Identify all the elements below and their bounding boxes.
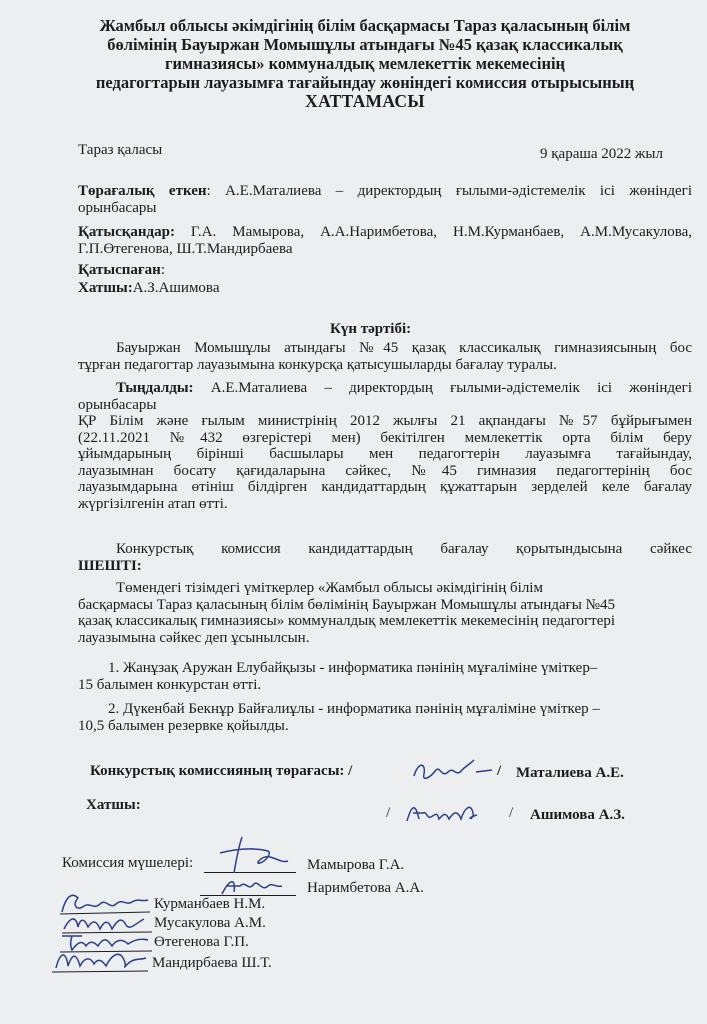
- chair-text-2: орынбасары: [78, 199, 157, 216]
- title-line-5: ХАТТАМАСЫ: [305, 91, 425, 111]
- heard-body-3: ұйымдарының бірінші басшылары мен педагогтерін лауазымға тағайындау,: [78, 446, 692, 462]
- participants-text: Г.А. Мамырова, А.А.Наримбетова, Н.М.Курманбаев, А.М.Мусакулова,: [174, 224, 692, 240]
- members-label: Комиссия мүшелері:: [62, 855, 194, 871]
- document-title: [60, 16, 670, 111]
- chair-text: : А.Е.Маталиева – директордың ғылыми-әдістемелік ісі жөніндегі: [206, 183, 692, 199]
- agenda-block: [78, 340, 692, 373]
- heard-body-1: ҚР Білім және ғылым министрінің 2012 жылғы 21 ақпандағы №57 бұйрығымен: [78, 413, 692, 429]
- participants-text-2: Г.П.Өтегенова, Ш.Т.Мандирбаева: [78, 240, 293, 257]
- member-name-1: Мамырова Г.А.: [307, 857, 405, 873]
- member-name-3: Курманбаев Н.М.: [154, 896, 266, 912]
- heard-label: Тыңдалды:: [116, 380, 194, 396]
- candidate-2: [78, 701, 692, 734]
- member-2-handwritten-signature: [218, 874, 288, 898]
- chair-signature-label: Конкурстық комиссияның төрағасы: /: [90, 763, 353, 779]
- title-line-2: бөлімінің Бауыржан Момышұлы атындағы №45 қазақ классикалық: [107, 35, 623, 54]
- resolution-line-3: қазақ классикалық гимназиясы» коммуналдық мемлекеттік мекемесінің педагогтері: [78, 613, 616, 629]
- heard-body-6: жүргізілгенін атап өтті.: [78, 495, 228, 512]
- heard-line-1: А.Е.Маталиева – директордың ғылыми-әдістемелік ісі жөніндегі: [193, 380, 692, 396]
- title-line-3: гимназиясы» коммуналдық мемлекеттік мекемесінің: [164, 54, 566, 73]
- chair-block: [78, 183, 692, 216]
- heard-body-4: лауазымнан босату қағидаларына сәйкес, №45 гимназия педагогтерінің бос: [78, 462, 692, 479]
- absent-block: [78, 262, 165, 279]
- title-line-1: Жамбыл облысы әкімдігінің білім басқармасы Тараз қаласының білім: [99, 16, 631, 35]
- chair-label: Төрағалық еткен: [78, 183, 207, 199]
- candidate-1-line-1: 1. Жанұзақ Аружан Елубайқызы - информатика пәнінің мұғаліміне үміткер–: [108, 660, 598, 676]
- member-name-2: Наримбетова А.А.: [307, 880, 424, 896]
- member-name-5: Өтегенова Г.П.: [154, 934, 249, 950]
- secretary-slash-1: /: [386, 805, 391, 821]
- candidate-2-line-2: 10,5 балымен резервке қойылды.: [78, 717, 289, 734]
- member-6-handwritten-signature: [50, 946, 150, 974]
- date: 9 қараша 2022 жыл: [540, 146, 663, 162]
- absent-label: Қатыспаған: [78, 262, 161, 278]
- chair-slash: /: [497, 763, 502, 779]
- candidate-2-line-1: 2. Дүкенбай Бекнұр Байғалиұлы - информатика пәнінің мұғаліміне үміткер –: [108, 701, 600, 717]
- secretary-signature-label: Хатшы:: [86, 797, 141, 813]
- secretary-slash-2: /: [509, 805, 514, 821]
- heard-body-2: (22.11.2021 №432 өзгерістері мен) бекітілген мемлекеттік орта білім беру: [78, 429, 692, 446]
- secretary-handwritten-signature: [403, 797, 488, 827]
- member-name-4: Мусакулова А.М.: [154, 915, 266, 931]
- heard-body-5: лауазымдарына өтініш білдірген кандидаттардың құжаттарын зерделей келе бағалау: [78, 479, 692, 495]
- resolution-line-4: лауазымына сәйкес деп ұсынылсын.: [78, 629, 310, 646]
- secretary-label: Хатшы:: [78, 280, 133, 296]
- secretary-block: [78, 280, 219, 297]
- participants-block: [78, 224, 692, 257]
- resolution-line-2: басқармасы Тараз қаласының білім бөлімінің Бауыржан Момышұлы атындағы №45: [78, 596, 615, 613]
- decision-line: Конкурстық комиссия кандидаттардың бағалау қорытындысына сәйкес: [116, 541, 692, 557]
- absent-text: :: [160, 262, 165, 278]
- agenda-line-1: Бауыржан Момышұлы атындағы №45 қазақ классикалық гимназиясының бос: [116, 340, 692, 356]
- decision-block: [78, 541, 692, 574]
- decision-label: ШЕШТІ:: [78, 557, 142, 574]
- secretary-signature-name: Ашимова А.З.: [530, 807, 625, 823]
- city: Тараз қаласы: [78, 142, 163, 158]
- chair-signature-name: Маталиева А.Е.: [516, 765, 624, 781]
- member-1-handwritten-signature: [212, 833, 292, 877]
- candidate-1-line-2: 15 балымен конкурстан өтті.: [78, 676, 262, 693]
- chair-handwritten-signature: [410, 756, 505, 786]
- candidate-1: [78, 660, 692, 693]
- agenda-heading: Күн тәртібі:: [330, 321, 412, 337]
- agenda-line-2: тұрған педагогтар лауазымына конкурсқа қатысушыларды бағалау туралы.: [78, 356, 557, 373]
- resolution-block: [78, 580, 692, 646]
- heard-block: [78, 380, 692, 512]
- participants-label: Қатысқандар:: [78, 224, 175, 240]
- title-line-4: педагогтарын лауазымға тағайындау жөніндегі комиссия отырысының: [95, 73, 635, 92]
- secretary-text: А.З.Ашимова: [132, 280, 220, 296]
- member-name-6: Мандирбаева Ш.Т.: [152, 955, 272, 971]
- resolution-line-1: Төмендегі тізімдегі үміткерлер «Жамбыл облысы әкімдігінің білім: [116, 580, 543, 596]
- heard-line-2: орынбасары: [78, 396, 157, 413]
